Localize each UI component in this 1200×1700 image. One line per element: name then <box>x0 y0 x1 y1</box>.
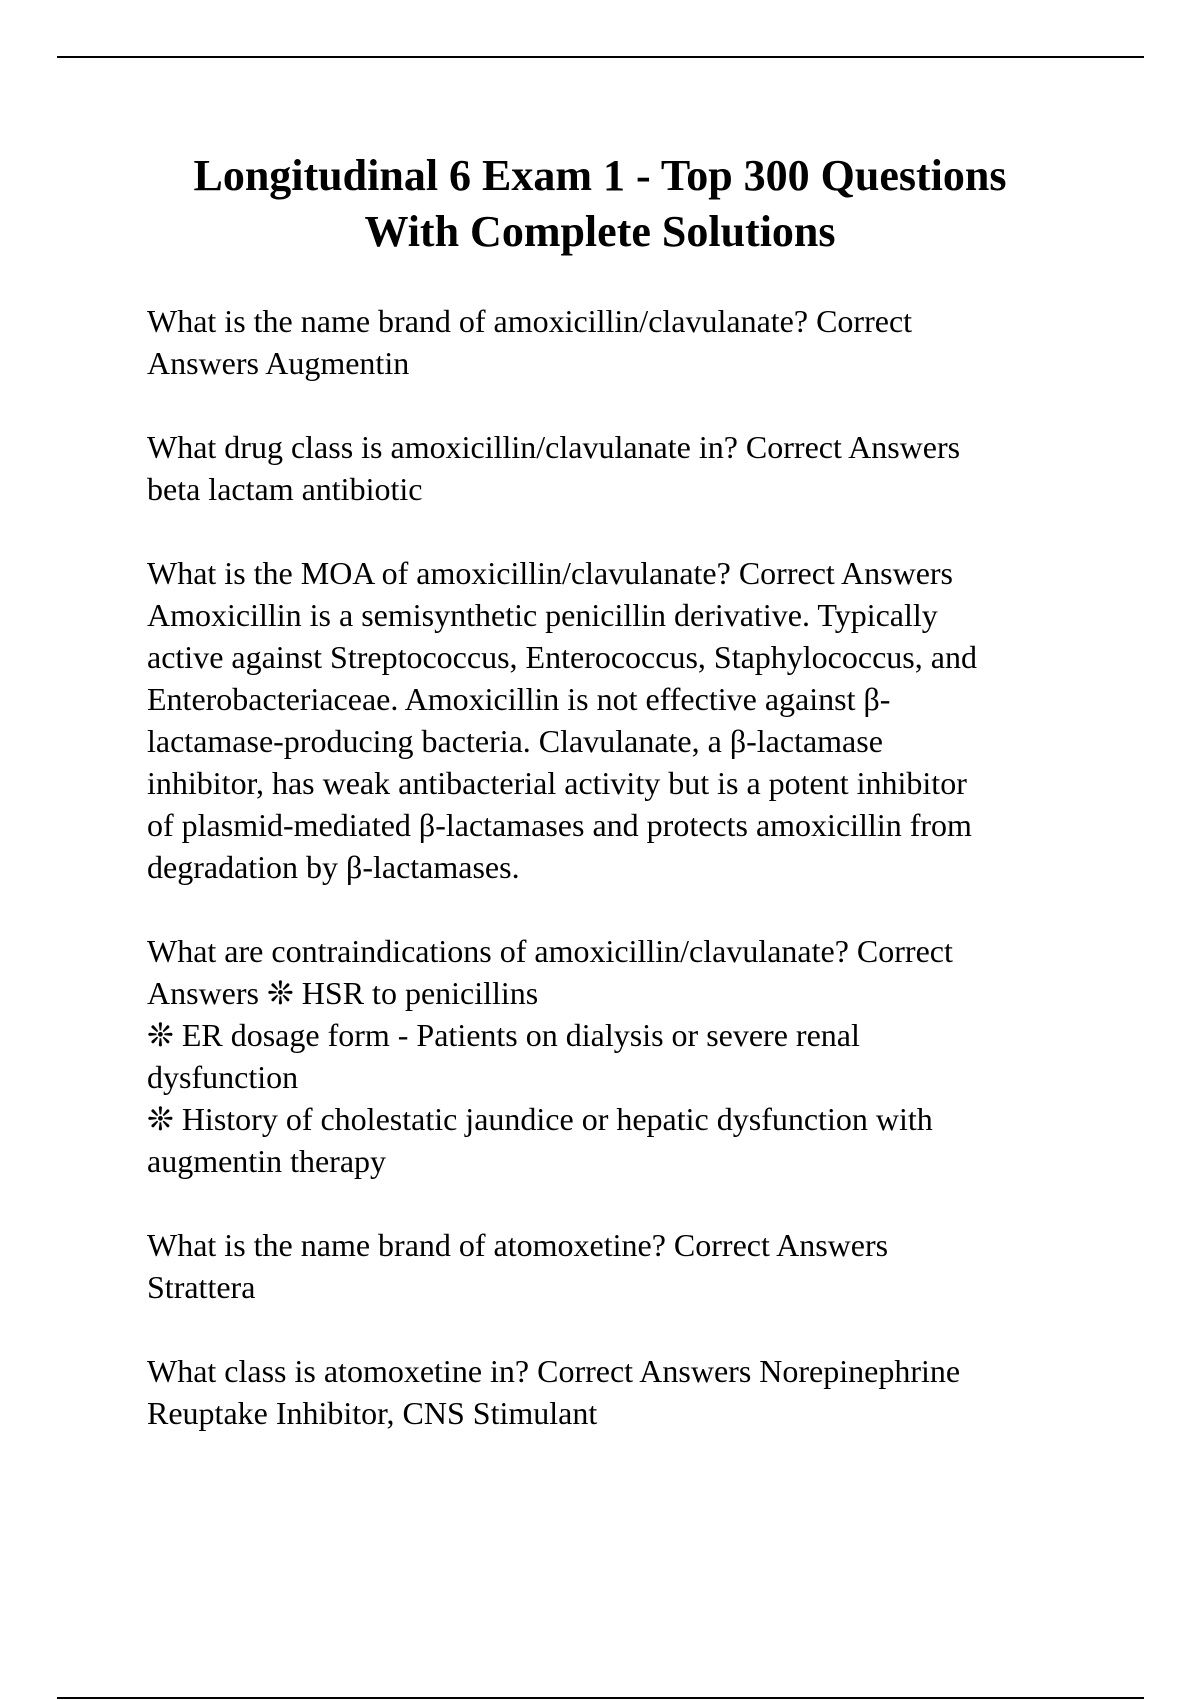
text-line: dysfunction <box>147 1059 299 1095</box>
qa-entry-atomoxetine-class <box>147 1350 1107 1434</box>
text-line: inhibitor, has weak antibacterial activity but is a potent inhibitor <box>147 765 967 801</box>
title-line-1: Longitudinal 6 Exam 1 - Top 300 Questions <box>193 151 1007 200</box>
qa-entry-atomoxetine-brand <box>147 1224 1107 1308</box>
text-line: of plasmid-mediated β-lactamases and protects amoxicillin from <box>147 807 972 843</box>
text-line: Strattera <box>147 1269 256 1305</box>
text-line: ❊ History of cholestatic jaundice or hepatic dysfunction with <box>147 1101 933 1137</box>
qa-text <box>147 930 1107 1182</box>
qa-entry-augmentin-contraindications <box>147 930 1107 1182</box>
qa-list <box>147 300 1107 1476</box>
bottom-rule <box>57 1697 1144 1699</box>
text-line: Reuptake Inhibitor, CNS Stimulant <box>147 1395 598 1431</box>
text-line: What is the MOA of amoxicillin/clavulanate? Correct Answers <box>147 555 953 591</box>
qa-text <box>147 300 1107 384</box>
text-line: What is the name brand of amoxicillin/clavulanate? Correct <box>147 303 913 339</box>
title-line-2: With Complete Solutions <box>364 207 836 256</box>
qa-text <box>147 1350 1107 1434</box>
text-line: augmentin therapy <box>147 1143 387 1179</box>
text-line: What is the name brand of atomoxetine? Correct Answers <box>147 1227 889 1263</box>
qa-text <box>147 1224 1107 1308</box>
top-rule <box>57 56 1144 58</box>
text-line: Amoxicillin is a semisynthetic penicillin derivative. Typically <box>147 597 938 633</box>
text-line: beta lactam antibiotic <box>147 471 423 507</box>
text-line: What drug class is amoxicillin/clavulanate in? Correct Answers <box>147 429 961 465</box>
text-line: lactamase-producing bacteria. Clavulanate, a β-lactamase <box>147 723 883 759</box>
text-line: active against Streptococcus, Enterococcus, Staphylococcus, and <box>147 639 977 675</box>
text-line: degradation by β-lactamases. <box>147 849 520 885</box>
qa-text <box>147 552 1107 888</box>
text-line: ❊ ER dosage form - Patients on dialysis or severe renal <box>147 1017 860 1053</box>
text-line: Answers ❊ HSR to penicillins <box>147 975 539 1011</box>
qa-entry-augmentin-brand <box>147 300 1107 384</box>
document-title <box>100 148 1100 260</box>
text-line: What are contraindications of amoxicillin/clavulanate? Correct <box>147 933 953 969</box>
qa-entry-augmentin-class <box>147 426 1107 510</box>
text-line: Enterobacteriaceae. Amoxicillin is not effective against β- <box>147 681 891 717</box>
text-line: Answers Augmentin <box>147 345 410 381</box>
qa-entry-augmentin-moa <box>147 552 1107 888</box>
qa-text <box>147 426 1107 510</box>
text-line: What class is atomoxetine in? Correct Answers Norepinephrine <box>147 1353 961 1389</box>
